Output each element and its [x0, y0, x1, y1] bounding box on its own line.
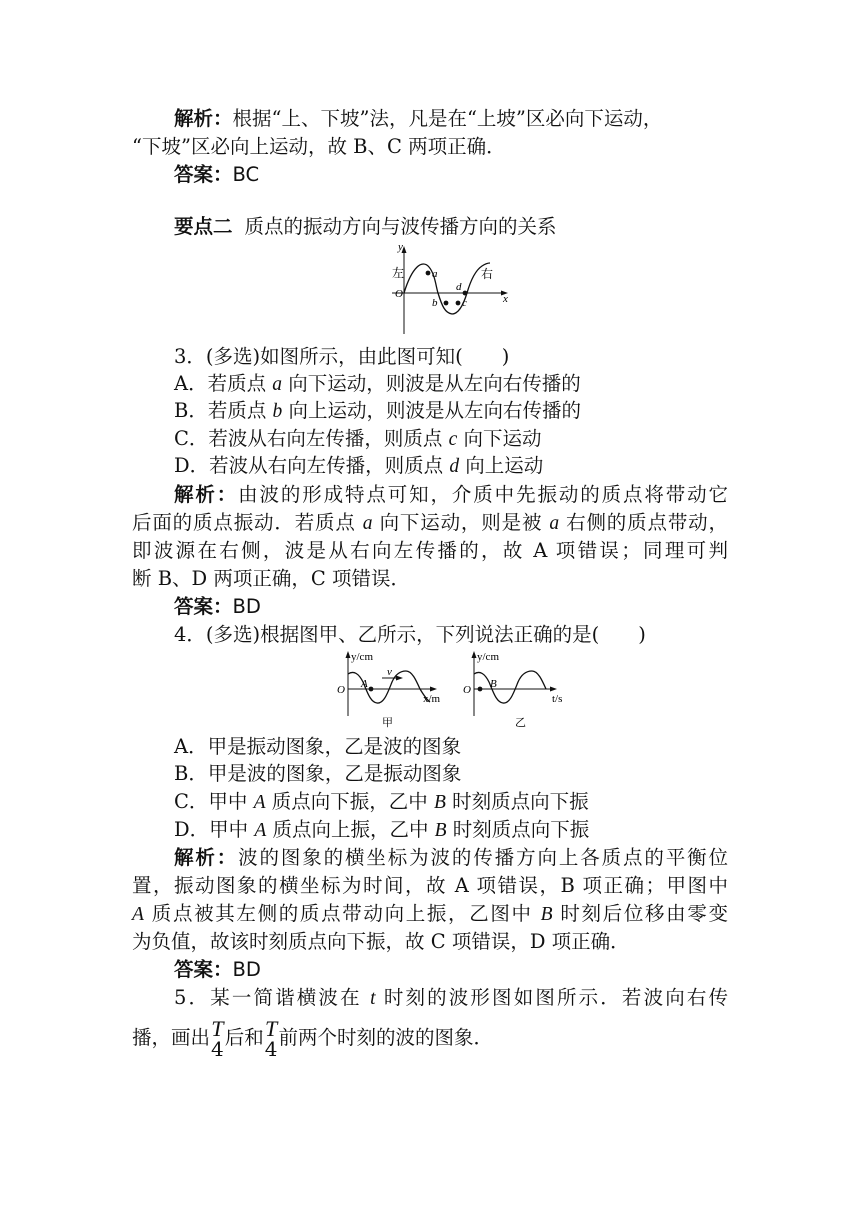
q3-analysis-line-2: 后面的质点振动．若质点 a 向下运动，则是被 a 右侧的质点带动，: [132, 511, 728, 534]
q2-analysis-line-2: “下坡”区必向上运动，故 B、C 两项正确．: [132, 135, 506, 158]
fig-yi-origin: O: [463, 684, 471, 696]
q3-option-c: C．若波从右向左传播，则质点 c 向下运动: [174, 427, 542, 450]
wave-figure-yi: [460, 650, 580, 730]
q4-option-d: D．甲中 A 质点向上振，乙中 B 时刻质点向下振: [174, 818, 590, 841]
q4-analysis-line-4: 为负值，故该时刻质点向下振，故 C 项错误，D 项正确．: [132, 930, 630, 953]
fig1-point-b: b: [432, 297, 438, 309]
q3-option-b: B．若质点 b 向上运动，则波是从左向右传播的: [174, 399, 581, 422]
q2-answer: [174, 162, 259, 188]
q4-option-c: C．甲中 A 质点向下振，乙中 B 时刻质点向下振: [174, 790, 589, 813]
fig-yi-point-b: B: [490, 678, 497, 690]
q4-answer: 答案：BD: [174, 958, 261, 981]
fig-yi-caption: 乙: [515, 717, 526, 729]
fig-jia-point-a: A: [361, 678, 368, 690]
fig-jia-origin: O: [337, 684, 345, 696]
q4-option-a: A．甲是振动图象，乙是波的图象: [174, 735, 462, 758]
fig1-point-d: d: [456, 281, 462, 293]
fig1-origin: O: [395, 288, 403, 300]
fraction-t-over-4: T 4: [264, 1015, 278, 1061]
q4-analysis-line-2: 置，振动图象的横坐标为时间，故 A 项错误，B 项正确；甲图中: [132, 874, 728, 897]
analysis-label: 解析：: [174, 107, 233, 130]
q3-answer: 答案：BD: [174, 595, 261, 618]
fig-yi-ylabel: y/cm: [477, 651, 499, 663]
fig1-point-c: c: [462, 297, 467, 309]
fig-jia-velocity: v: [387, 666, 392, 678]
q5-stem-line-1: 5．某一简谐横波在 t 时刻的波形图如图所示．若波向右传: [174, 986, 729, 1009]
q3-analysis-line-3: 即波源在右侧，波是从右向左传播的，故 A 项错误；同理可判: [132, 539, 728, 562]
section-number: 要点二: [174, 215, 233, 238]
q5-stem-line-2: 播，画出 T 4 后和 T 4 前两个时刻的波的图象．: [132, 1015, 494, 1061]
fig-jia-caption: 甲: [382, 717, 393, 729]
q3-option-a: A．若质点 a 向下运动，则波是从左向右传播的: [174, 372, 581, 395]
q3-stem: 3．(多选)如图所示，由此图可知( ): [174, 345, 510, 368]
fig1-right-label: 右: [481, 267, 494, 281]
q3-analysis-line-4: 断 B、D 两项正确，C 项错误．: [132, 567, 410, 590]
q2-analysis-line-1: [174, 106, 662, 132]
fraction-t-over-4: T 4: [211, 1015, 224, 1061]
q3-analysis-line-1: 解析：由波的形成特点可知，介质中先振动的质点将带动它: [174, 483, 728, 506]
wave-figure-1: [386, 244, 516, 336]
fig1-left-label: 左: [392, 266, 405, 280]
q4-analysis-line-3: A 质点被其左侧的质点带动向上振，乙图中 B 时刻后位移由零变: [132, 902, 728, 925]
q4-option-b: B．甲是波的图象，乙是振动图象: [174, 762, 462, 785]
fig-jia-ylabel: y/cm: [351, 651, 373, 663]
wave-figure-jia: [334, 650, 454, 730]
q3-option-d: D．若波从右向左传播，则质点 d 向上运动: [174, 454, 544, 477]
fig1-point-a: a: [432, 268, 438, 280]
q4-analysis-line-1: 解析：波的图象的横坐标为波的传播方向上各质点的平衡位: [174, 846, 728, 869]
fig1-y-label: y: [398, 244, 403, 253]
answer-value: BC: [232, 163, 260, 186]
section-title: 质点的振动方向与波传播方向的关系: [244, 215, 557, 238]
fig-jia-xlabel: x/m: [423, 693, 441, 705]
section-heading: [174, 214, 557, 240]
answer-label: 答案：: [174, 163, 233, 186]
fig1-x-label: x: [503, 293, 508, 305]
fig-yi-xlabel: t/s: [552, 693, 563, 705]
analysis-text: 根据“上、下坡”法，凡是在“上坡”区必向下运动，: [232, 107, 663, 130]
q4-stem: 4．(多选)根据图甲、乙所示，下列说法正确的是( ): [174, 623, 646, 646]
